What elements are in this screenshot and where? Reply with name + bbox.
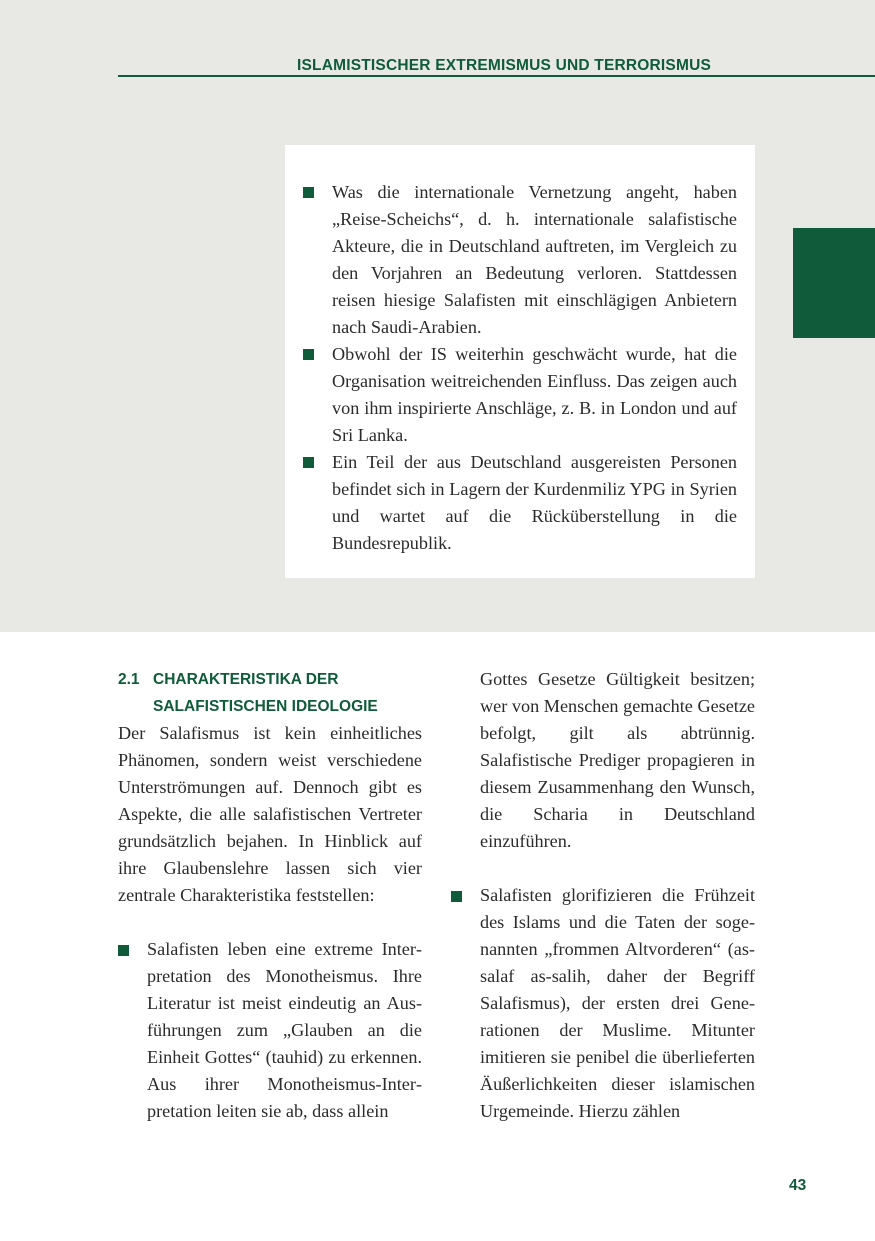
square-bullet-icon (451, 891, 462, 902)
summary-box (285, 145, 755, 578)
summary-list (303, 179, 737, 557)
summary-item (303, 449, 737, 557)
characteristic-text: Salafisten glorifizieren die Frühzeit des Islams und die Taten der sogenannten „frommen Altvorderen“ (as-salaf as-salih, daher der Begriff Salafismus), der ersten drei Generationen der Muslime. Mitunter imitieren sie penibel die überlieferten Äußerlichkeiten dieser islamischen Urgemeinde. Hierzu zählen (480, 885, 755, 1121)
section-title-line1: CHARAKTERISTIKA DER (153, 671, 339, 688)
square-bullet-icon (303, 457, 314, 468)
right-column (451, 666, 755, 1125)
square-bullet-icon (118, 945, 129, 956)
characteristic-item (451, 882, 755, 1125)
characteristic-text-continued: Gottes Gesetze Gültigkeit besitzen; wer von Menschen gemachte Gesetze befolgt, gilt als abtrünnig. Salafistische Prediger propagieren in diesem Zusammenhang den Wunsch, die Scharia in Deutschland einzuführen. (480, 669, 755, 851)
summary-item (303, 341, 737, 449)
intro-paragraph: Der Salafismus ist kein einheitliches Phänomen, sondern weist verschiedene Unterströmungen auf. Dennoch gibt es Aspekte, die alle salafistischen Vertreter grundsätzlich bejahen. In Hinblick auf ihre Glaubenslehre lassen sich vier zentrale Charakteristika feststellen: (118, 723, 422, 905)
characteristic-item (118, 936, 422, 1125)
running-header: ISLAMISTISCHER EXTREMISMUS UND TERRORISMUS (297, 57, 712, 74)
section-title-line2: SALAFISTISCHEN IDEOLOGIE (153, 698, 378, 715)
section-number: 2.1 (118, 671, 140, 688)
summary-item-text: Ein Teil der aus Deutschland ausgereisten Personen befindet sich in Lagern der Kurdenmiliz YPG in Syrien und wartet auf die Rücküberstellung in die Bundesrepublik. (332, 452, 737, 553)
summary-item (303, 179, 737, 341)
page-number: 43 (789, 1177, 807, 1194)
header-rule (118, 75, 875, 77)
summary-item-text: Obwohl der IS weiterhin geschwächt wurde, hat die Organisation weitreichenden Einfluss. Das zeigen auch von ihm inspirierte Anschläge, z. B. in London und auf Sri Lanka. (332, 344, 737, 445)
square-bullet-icon (303, 187, 314, 198)
chapter-side-tab (793, 228, 875, 338)
section-heading (118, 666, 422, 720)
left-column (118, 666, 422, 1125)
characteristic-text: Salafisten leben eine extreme Interpretation des Monotheismus. Ihre Literatur ist meist eindeutig an Ausführungen zum „Glauben an die Einheit Gottes“ (tauhid) zu erkennen. Aus ihrer Monotheismus-Interpretation leiten sie ab, dass allein (147, 939, 422, 1121)
square-bullet-icon (303, 349, 314, 360)
summary-item-text: Was die internationale Vernetzung angeht, haben „Reise-Scheichs“, d. h. internationale salafistische Akteure, die in Deutschland auftreten, im Vergleich zu den Vorjahren an Bedeutung verloren. Stattdessen reisen hiesige Salafisten mit einschlägigen Anbietern nach Saudi-Arabien. (332, 182, 737, 337)
